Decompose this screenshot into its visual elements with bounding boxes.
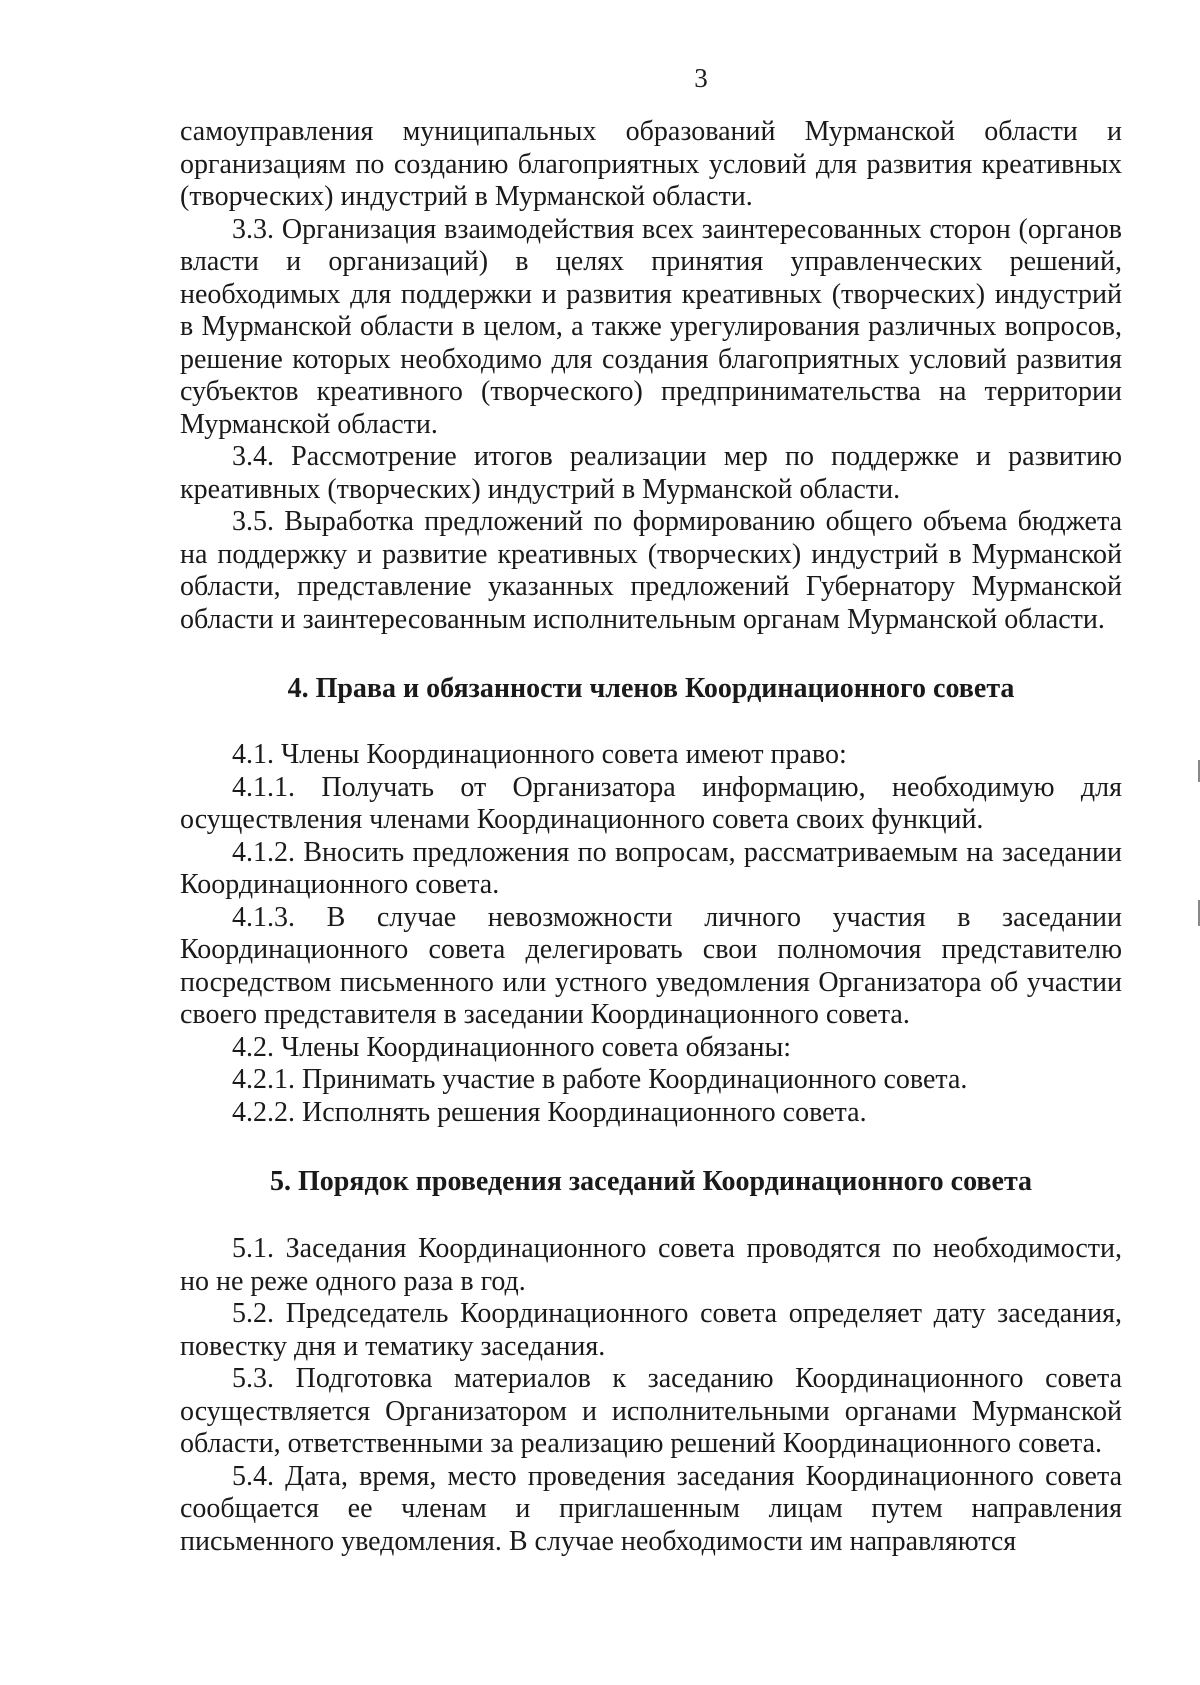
page-number: 3: [694, 63, 708, 93]
paragraph-continuation: самоуправления муниципальных образований Мурманской области и организациям по созданию благоприятных условий для развития креативных (творческих) индустрий в Мурманской области.: [180, 116, 1122, 212]
paragraph-4-1-1: 4.1.1. Получать от Организатора информацию, необходимую для осуществления членами Координационного совета своих функций.: [180, 771, 1122, 835]
paragraph-4-1: 4.1. Члены Координационного совета имеют право:: [232, 739, 847, 770]
paragraph-4-2: 4.2. Члены Координационного совета обязаны:: [232, 1031, 792, 1063]
paragraph-5-1: 5.1. Заседания Координационного совета проводятся по необходимости, но не реже одного раза в год.: [180, 1233, 1122, 1297]
paragraph-4-1-2: 4.1.2. Вносить предложения по вопросам, рассматриваемым на заседании Координационного совета.: [180, 836, 1122, 900]
paragraph-3-3: 3.3. Организация взаимодействия всех заинтересованных сторон (органов власти и организаций) в целях принятия управленческих решений, необходимых для поддержки и развития креативных (творческих) индустрий в Мурманской области в целом, а также урегулирования различных вопросов, решение которых необходимо для создания благоприятных условий развития субъектов креативного (творческого) предпринимательства на территории Мурманской области.: [180, 213, 1122, 440]
paragraph-5-2: 5.2. Председатель Координационного совета определяет дату заседания, повестку дня и тематику заседания.: [180, 1298, 1122, 1362]
paragraph-5-4: 5.4. Дата, время, место проведения заседания Координационного совета сообщается ее членам и приглашенным лицам путем направления письменного уведомления. В случае необходимости им направляются: [180, 1460, 1122, 1557]
paragraph-4-1-3: 4.1.3. В случае невозможности личного участия в заседании Координационного совета делегировать свои полномочия представителю посредством письменного или устного уведомления Организатора об участии своего представителя в заседании Координационного совета.: [180, 901, 1122, 1030]
paragraph-4-2-1: 4.2.1. Принимать участие в работе Координационного совета.: [232, 1064, 968, 1095]
paragraph-4-2-2: 4.2.2. Исполнять решения Координационного совета.: [232, 1096, 867, 1128]
section-4-heading: 4. Права и обязанности членов Координационного совета: [287, 673, 1015, 704]
paragraph-3-4: 3.4. Рассмотрение итогов реализации мер по поддержке и развитию креативных (творческих) индустрий в Мурманской области.: [180, 441, 1122, 505]
paragraph-5-3: 5.3. Подготовка материалов к заседанию Координационного совета осуществляется Организатором и исполнительными органами Мурманской области, ответственными за реализацию решений Координационного совета.: [180, 1363, 1122, 1459]
section-5-heading: 5. Порядок проведения заседаний Координационного совета: [269, 1166, 1033, 1197]
paragraph-3-5: 3.5. Выработка предложений по формированию общего объема бюджета на поддержку и развитие креативных (творческих) индустрий в Мурманской области, представление указанных предложений Губернатору Мурманской области и заинтересованным исполнительным органам Мурманской области.: [180, 506, 1122, 635]
